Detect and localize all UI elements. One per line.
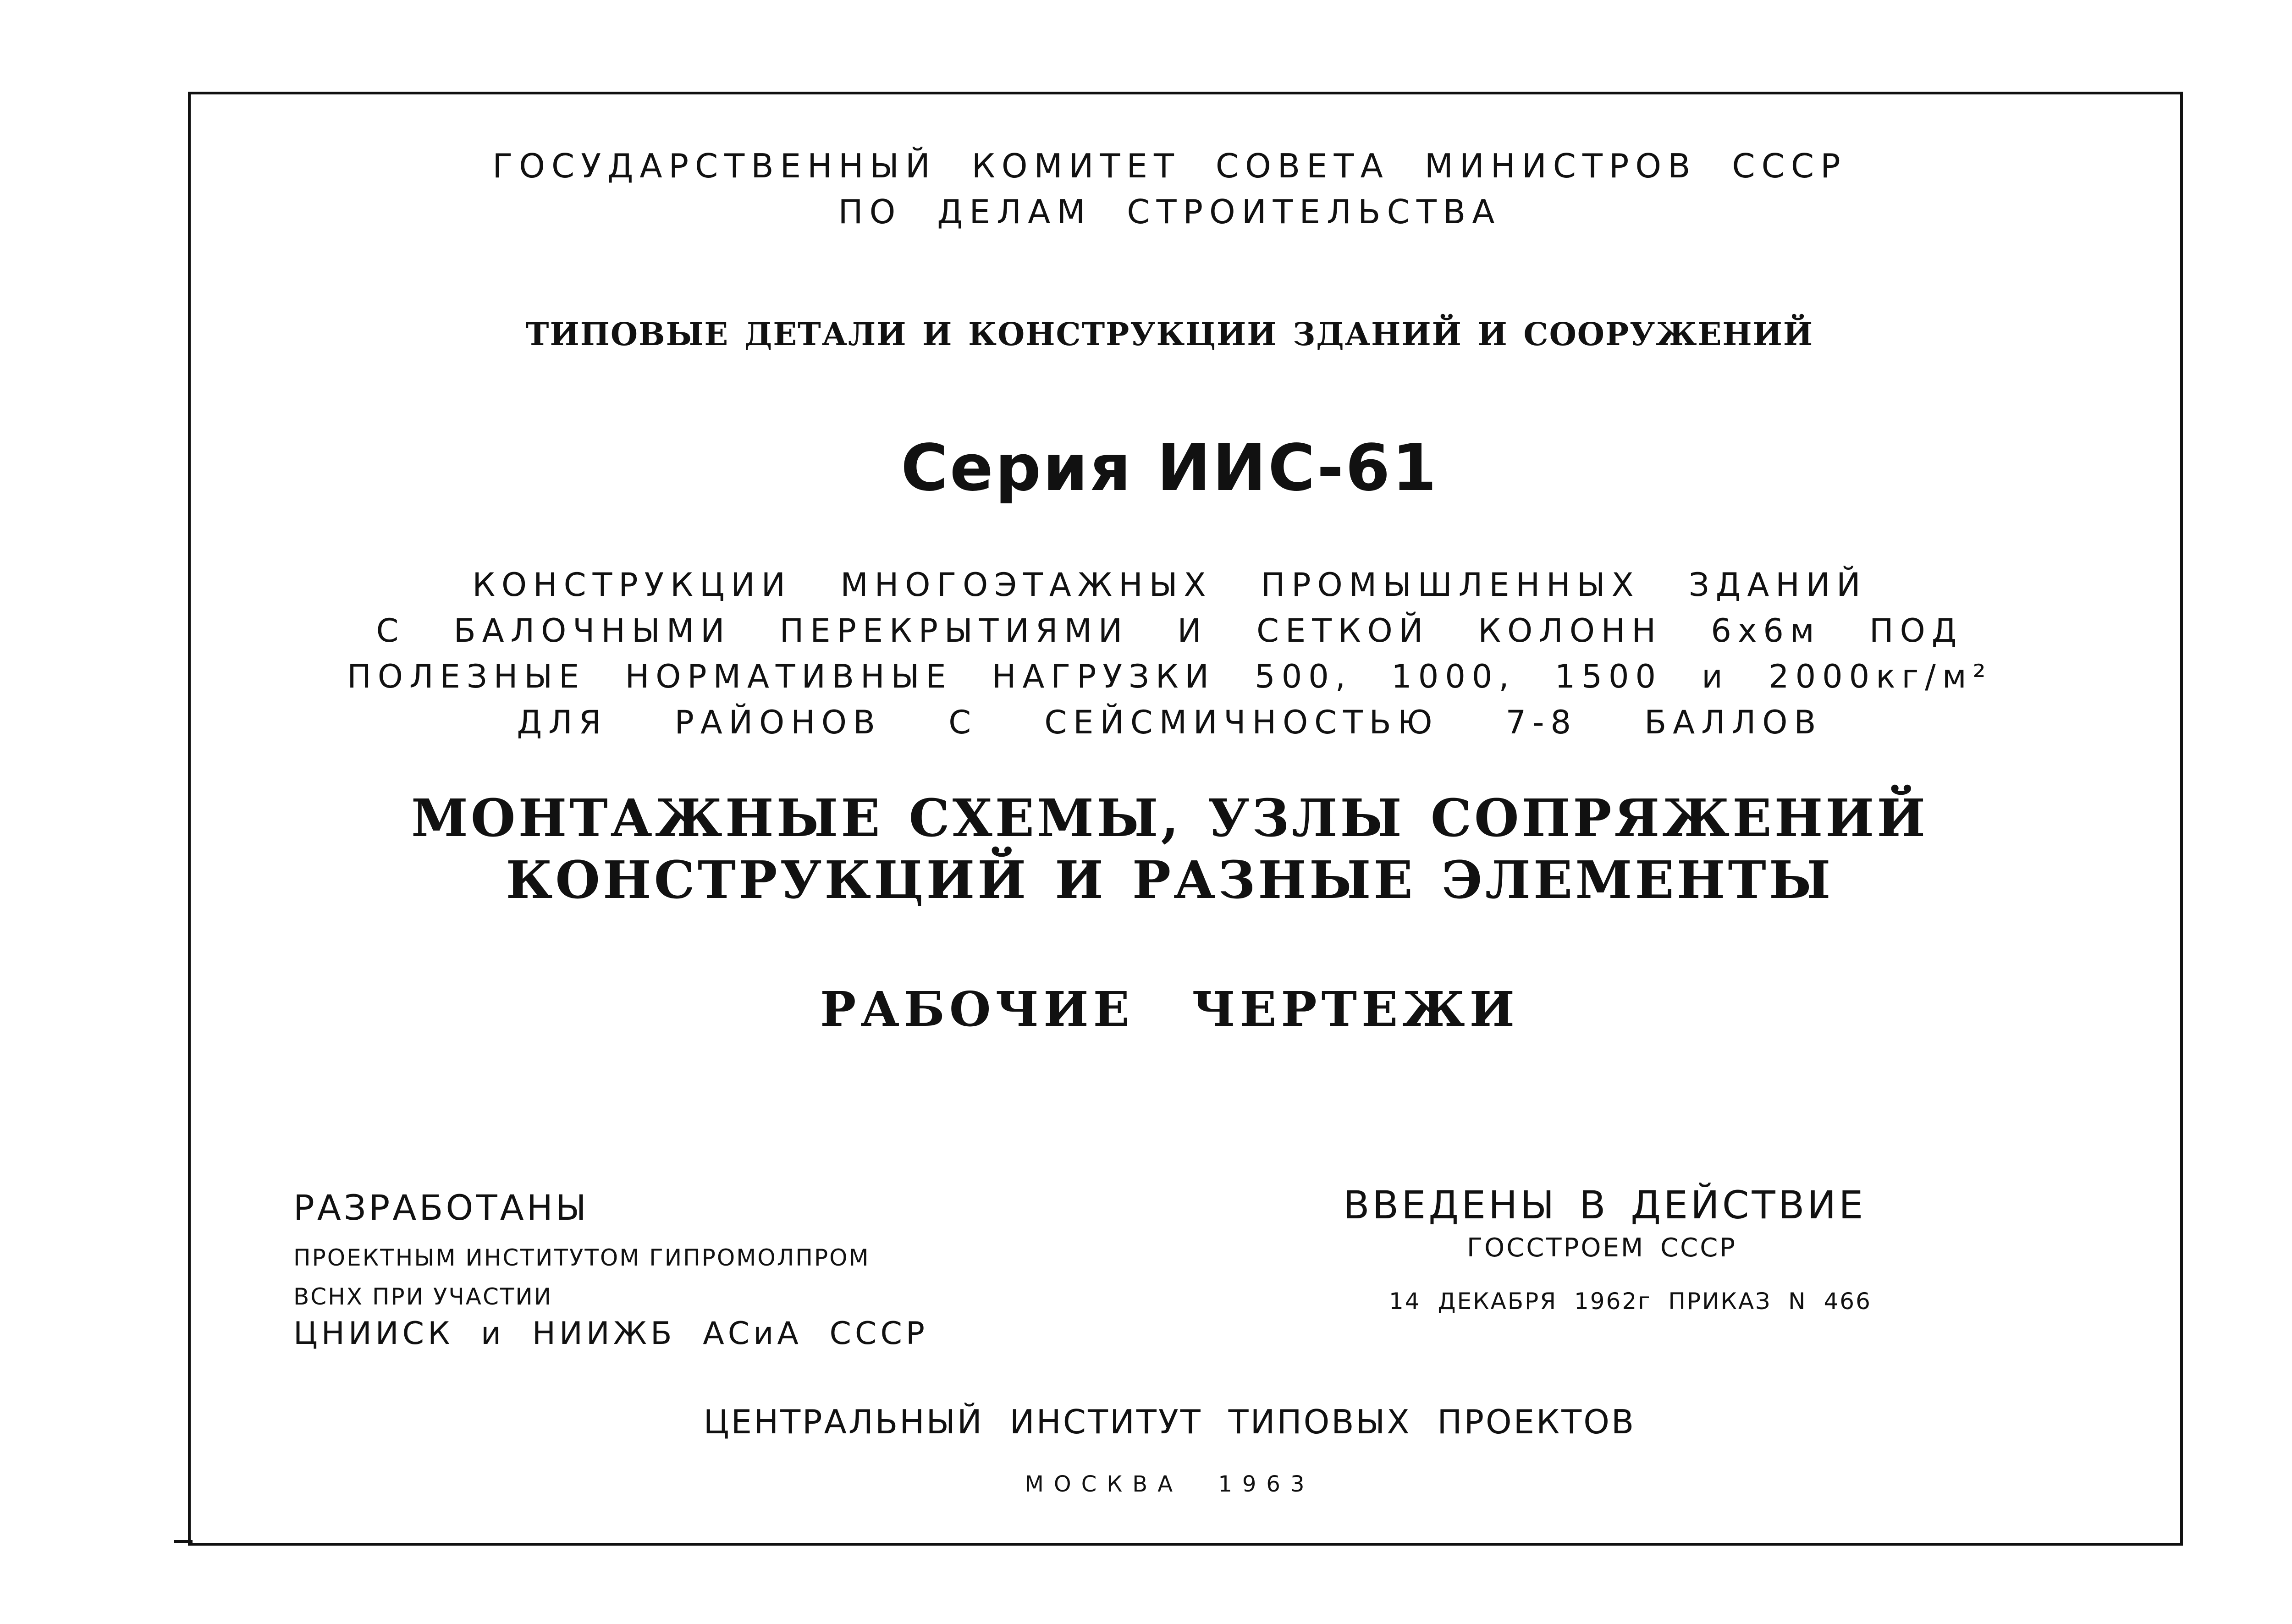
subtitle-line-1: КОНСТРУКЦИИ МНОГОЭТАЖНЫХ ПРОМЫШЛЕННЫХ ЗДАНИЙ [472,566,1867,604]
publisher-institute: ЦЕНТРАЛЬНЫЙ ИНСТИТУТ ТИПОВЫХ ПРОЕКТОВ [703,1403,1636,1441]
subtitle-line-4: ДЛЯ РАЙОНОВ С СЕЙСМИЧНОСТЬЮ 7-8 БАЛЛОВ [517,704,1823,741]
ministry-line-2: ПО ДЕЛАМ СТРОИТЕЛЬСТВА [838,193,1501,231]
frame-corner-mark [174,1540,193,1543]
main-heading-line-1: МОНТАЖНЫЕ СХЕМЫ, УЗЛЫ СОПРЯЖЕНИЙ [411,788,1928,848]
city-year: МОСКВА 1963 [1025,1471,1315,1497]
subtitle-line-2: С БАЛОЧНЫМИ ПЕРЕКРЫТИЯМИ И СЕТКОЙ КОЛОНН 6х6м ПОД [376,612,1963,650]
working-drawings-heading: РАБОЧИЕ ЧЕРТЕЖИ [820,981,1519,1037]
introduced-by-line: ГОССТРОЕМ СССР [1467,1233,1737,1263]
typical-details-title: ТИПОВЫЕ ДЕТАЛИ И КОНСТРУКЦИИ ЗДАНИЙ И СООРУЖЕНИЙ [525,316,1814,353]
developed-by-title: РАЗРАБОТАНЫ [293,1187,589,1228]
ministry-line-1: ГОСУДАРСТВЕННЫЙ КОМИТЕТ СОВЕТА МИНИСТРОВ СССР [492,147,1847,185]
order-date-line: 14 ДЕКАБРЯ 1962г ПРИКАЗ N 466 [1389,1288,1872,1315]
subtitle-line-3: ПОЛЕЗНЫЕ НОРМАТИВНЫЕ НАГРУЗКИ 500, 1000, 1500 и 2000кг/м² [347,658,1992,695]
developed-by-line-1: ПРОЕКТНЫМ ИНСТИТУТОМ ГИПРОМОЛПРОМ [293,1244,870,1271]
series-title: Серия ИИС-61 [901,431,1438,506]
main-heading-line-2: КОНСТРУКЦИЙ И РАЗНЫЕ ЭЛЕМЕНТЫ [506,850,1834,910]
introduced-title: ВВЕДЕНЫ В ДЕЙСТВИЕ [1343,1183,1866,1228]
developed-by-line-2: ВСНХ ПРИ УЧАСТИИ [293,1283,553,1310]
developed-by-line-3: ЦНИИСК и НИИЖБ АСиА СССР [293,1316,928,1352]
